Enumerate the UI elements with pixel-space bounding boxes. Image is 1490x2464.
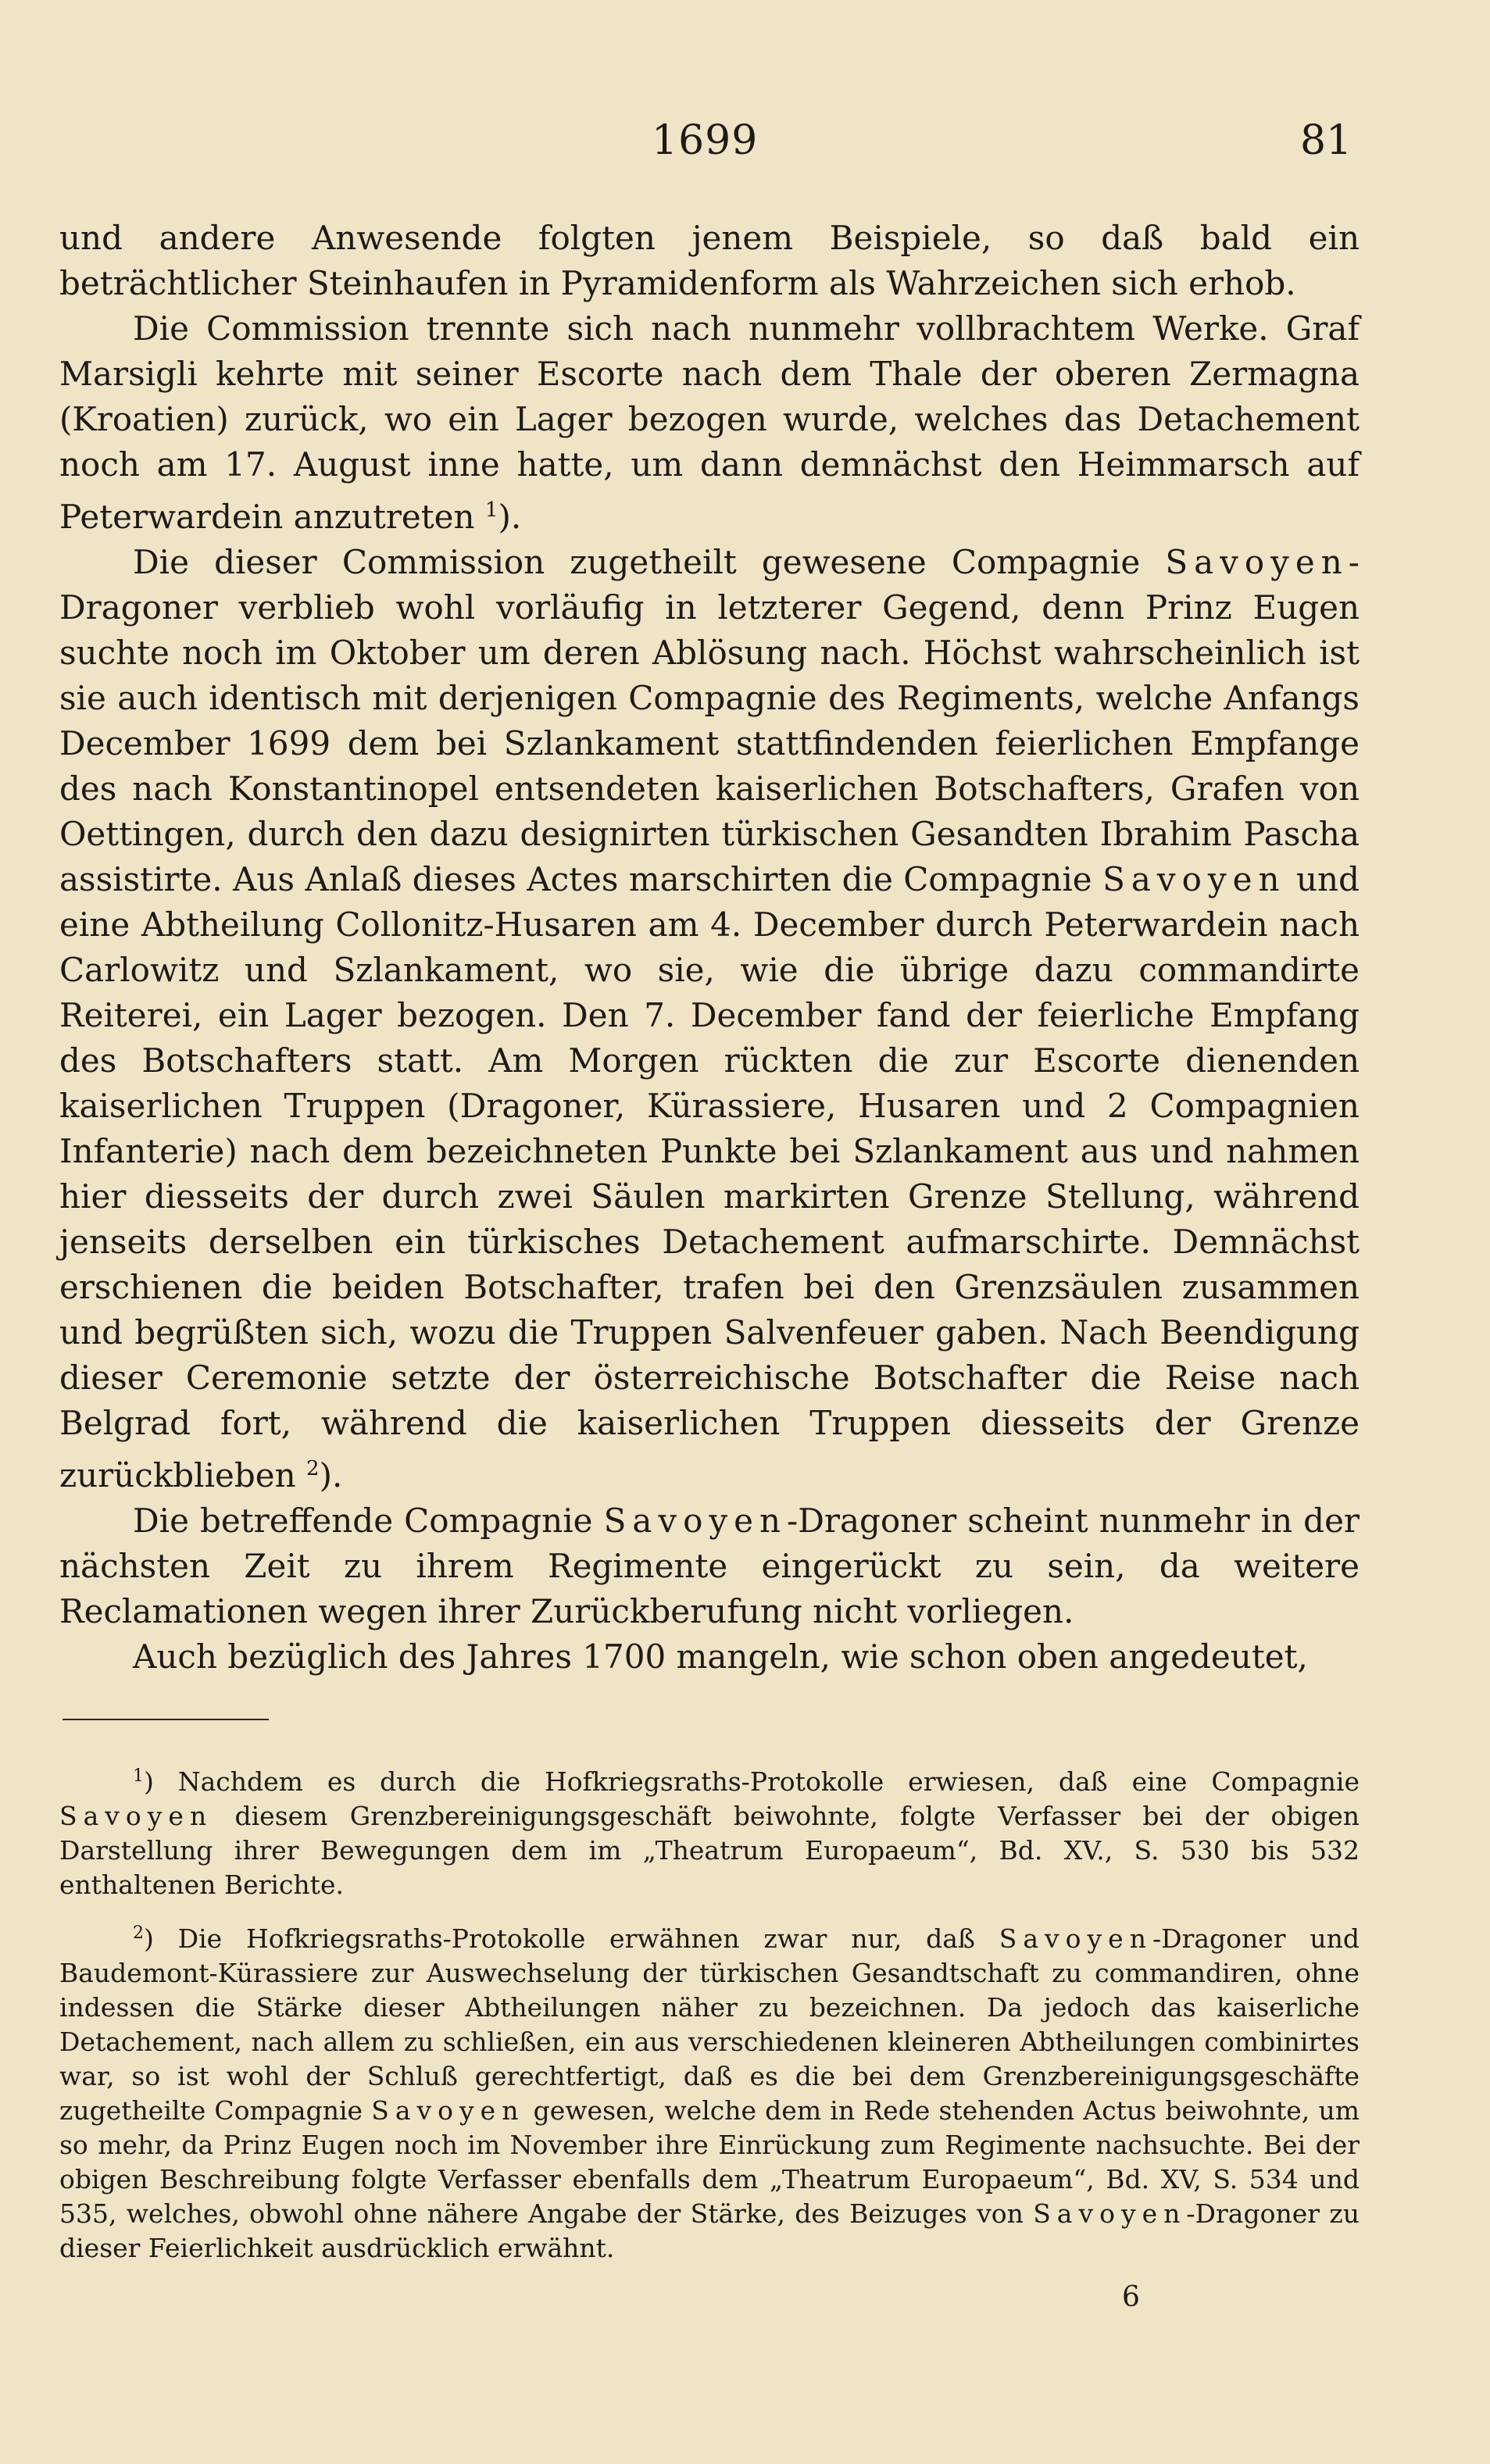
spaced-name: Savoyen bbox=[999, 1923, 1152, 1954]
paragraph-5: Auch bezüglich des Jahres 1700 mangeln, wie schon oben angedeutet, bbox=[133, 1637, 1308, 1676]
paragraph-3: Die dieser Commission zugetheilt gewesene Compagnie Savoyen-Dragoner verblieb wohl vorläufig in letzterer Gegend, denn Prinz Eugen suchte noch im Oktober um deren Ablösung nach. Höchst wahrscheinlich ist sie auch identisch mit derjenigen Compagnie des Regiments, welche Anfangs December 1699 dem bei Szlankament stattfindenden feierlichen Empfange des nach Konstantinopel entsendeten kaiserlichen Botschafters, Grafen von Oettingen, durch den dazu designirten türkischen Gesandten Ibrahim Pascha assistirte. Aus Anlaß dieses Actes marschirten die Compagnie Savoyen und eine Abtheilung Collonitz-Husaren am 4. December durch Peterwardein nach Carlowitz und Szlankament, wo sie, wie die übrige dazu commandirte Reiterei, ein Lager bezogen. Den 7. December fand der feierliche Empfang des Botschafters statt. Am Morgen rückten die zur Escorte dienenden kaiserlichen Truppen (Dragoner, Kürassiere, Husaren und 2 Compagnien Infanterie) nach dem bezeichneten Punkte bei Szlankament aus und nahmen hier diesseits der durch zwei Säulen markirten Grenze Stellung, während jenseits derselben ein türkisches Detachement aufmarschirte. Demnächst erschienen die beiden Botschafter, trafen bei den Grenzsäulen zusammen und begrüßten sich, wozu die Truppen Salvenfeuer gaben. Nach Beendigung dieser Ceremonie setzte der österreichische Botschafter die Reise nach Belgrad fort, während die kaiserlichen Truppen diesseits der Grenze zurückblieben $^2$). bbox=[59, 543, 1360, 1494]
spaced-name: Savoyen bbox=[603, 1502, 788, 1540]
footnote-1: $^1$) Nachdem es durch die Hofkriegsraths-Protokolle erwiesen, daß eine Compagnie Savoyen diesem Grenzbereinigungsgeschäft beiwohnte, folgte Verfasser bei der obigen Darstellung ihrer Bewegungen dem im „Theatrum Europaeum“, Bd. XV., S. 530 bis 532 enthaltenen Berichte. bbox=[59, 1766, 1360, 1900]
running-header bbox=[0, 117, 1490, 172]
spaced-name: Savoyen bbox=[371, 2095, 525, 2126]
paragraph-4: Die betreffende Compagnie Savoyen-Dragoner scheint nunmehr in der nächsten Zeit zu ihrem Regimente eingerückt zu sein, da weitere Reclamationen wegen ihrer Zurückberufung nicht vorliegen. bbox=[59, 1502, 1360, 1630]
footnotes bbox=[59, 1759, 1360, 2280]
spaced-name: Savoyen bbox=[1102, 860, 1286, 898]
footnote-2: $^2$) Die Hofkriegsraths-Protokolle erwähnen zwar nur, daß Savoyen-Dragoner und Baudemont-Kürassiere zur Auswechselung der türkischen Gesandtschaft zu commandiren, ohne indessen die Stärke dieser Abtheilungen näher zu bezeichnen. Da jedoch das kaiserliche Detachement, nach allem zu schließen, ein aus verschiedenen kleineren Abtheilungen combinirtes war, so ist wohl der Schluß gerechtfertigt, daß es die bei dem Grenzbereinigungsgeschäfte zugetheilte Compagnie Savoyen gewesen, welche dem in Rede stehenden Actus beiwohnte, um so mehr, da Prinz Eugen noch im November ihre Einrückung zum Regimente nachsuchte. Bei der obigen Beschreibung folgte Verfasser ebenfalls dem „Theatrum Europaeum“, Bd. XV, S. 534 und 535, welches, obwohl ohne nähere Angabe der Stärke, des Beizuges von Savoyen-Dragoner zu dieser Feierlichkeit ausdrücklich erwähnt. bbox=[59, 1923, 1360, 2263]
paragraph-1: und andere Anwesende folgten jenem Beispiele, so daß bald ein beträchtlicher Steinhaufen in Pyramidenform als Wahrzeichen sich erhob. bbox=[59, 219, 1360, 302]
spaced-name: Savoyen bbox=[1033, 2198, 1187, 2229]
page-number: 81 bbox=[1300, 117, 1352, 164]
header-year: 1699 bbox=[652, 117, 759, 164]
paragraph-2: Die Commission trennte sich nach nunmehr vollbrachtem Werke. Graf Marsigli kehrte mit seiner Escorte nach dem Thale der oberen Zermagna (Kroatien) zurück, wo ein Lager bezogen wurde, welches das Detachement noch am 17. August inne hatte, um dann demnächst den Heimmarsch auf Peterwardein anzutreten $^1$). bbox=[59, 309, 1360, 536]
footnote-ref-2: 2 bbox=[306, 1457, 320, 1480]
footnote-divider bbox=[63, 1719, 269, 1720]
main-text bbox=[59, 216, 1360, 1680]
spaced-name: Savoyen bbox=[1165, 543, 1349, 581]
spaced-name: Savoyen bbox=[59, 1801, 213, 1831]
footnote-ref-1: 1 bbox=[484, 498, 498, 522]
signature-mark: 6 bbox=[1122, 2281, 1140, 2313]
